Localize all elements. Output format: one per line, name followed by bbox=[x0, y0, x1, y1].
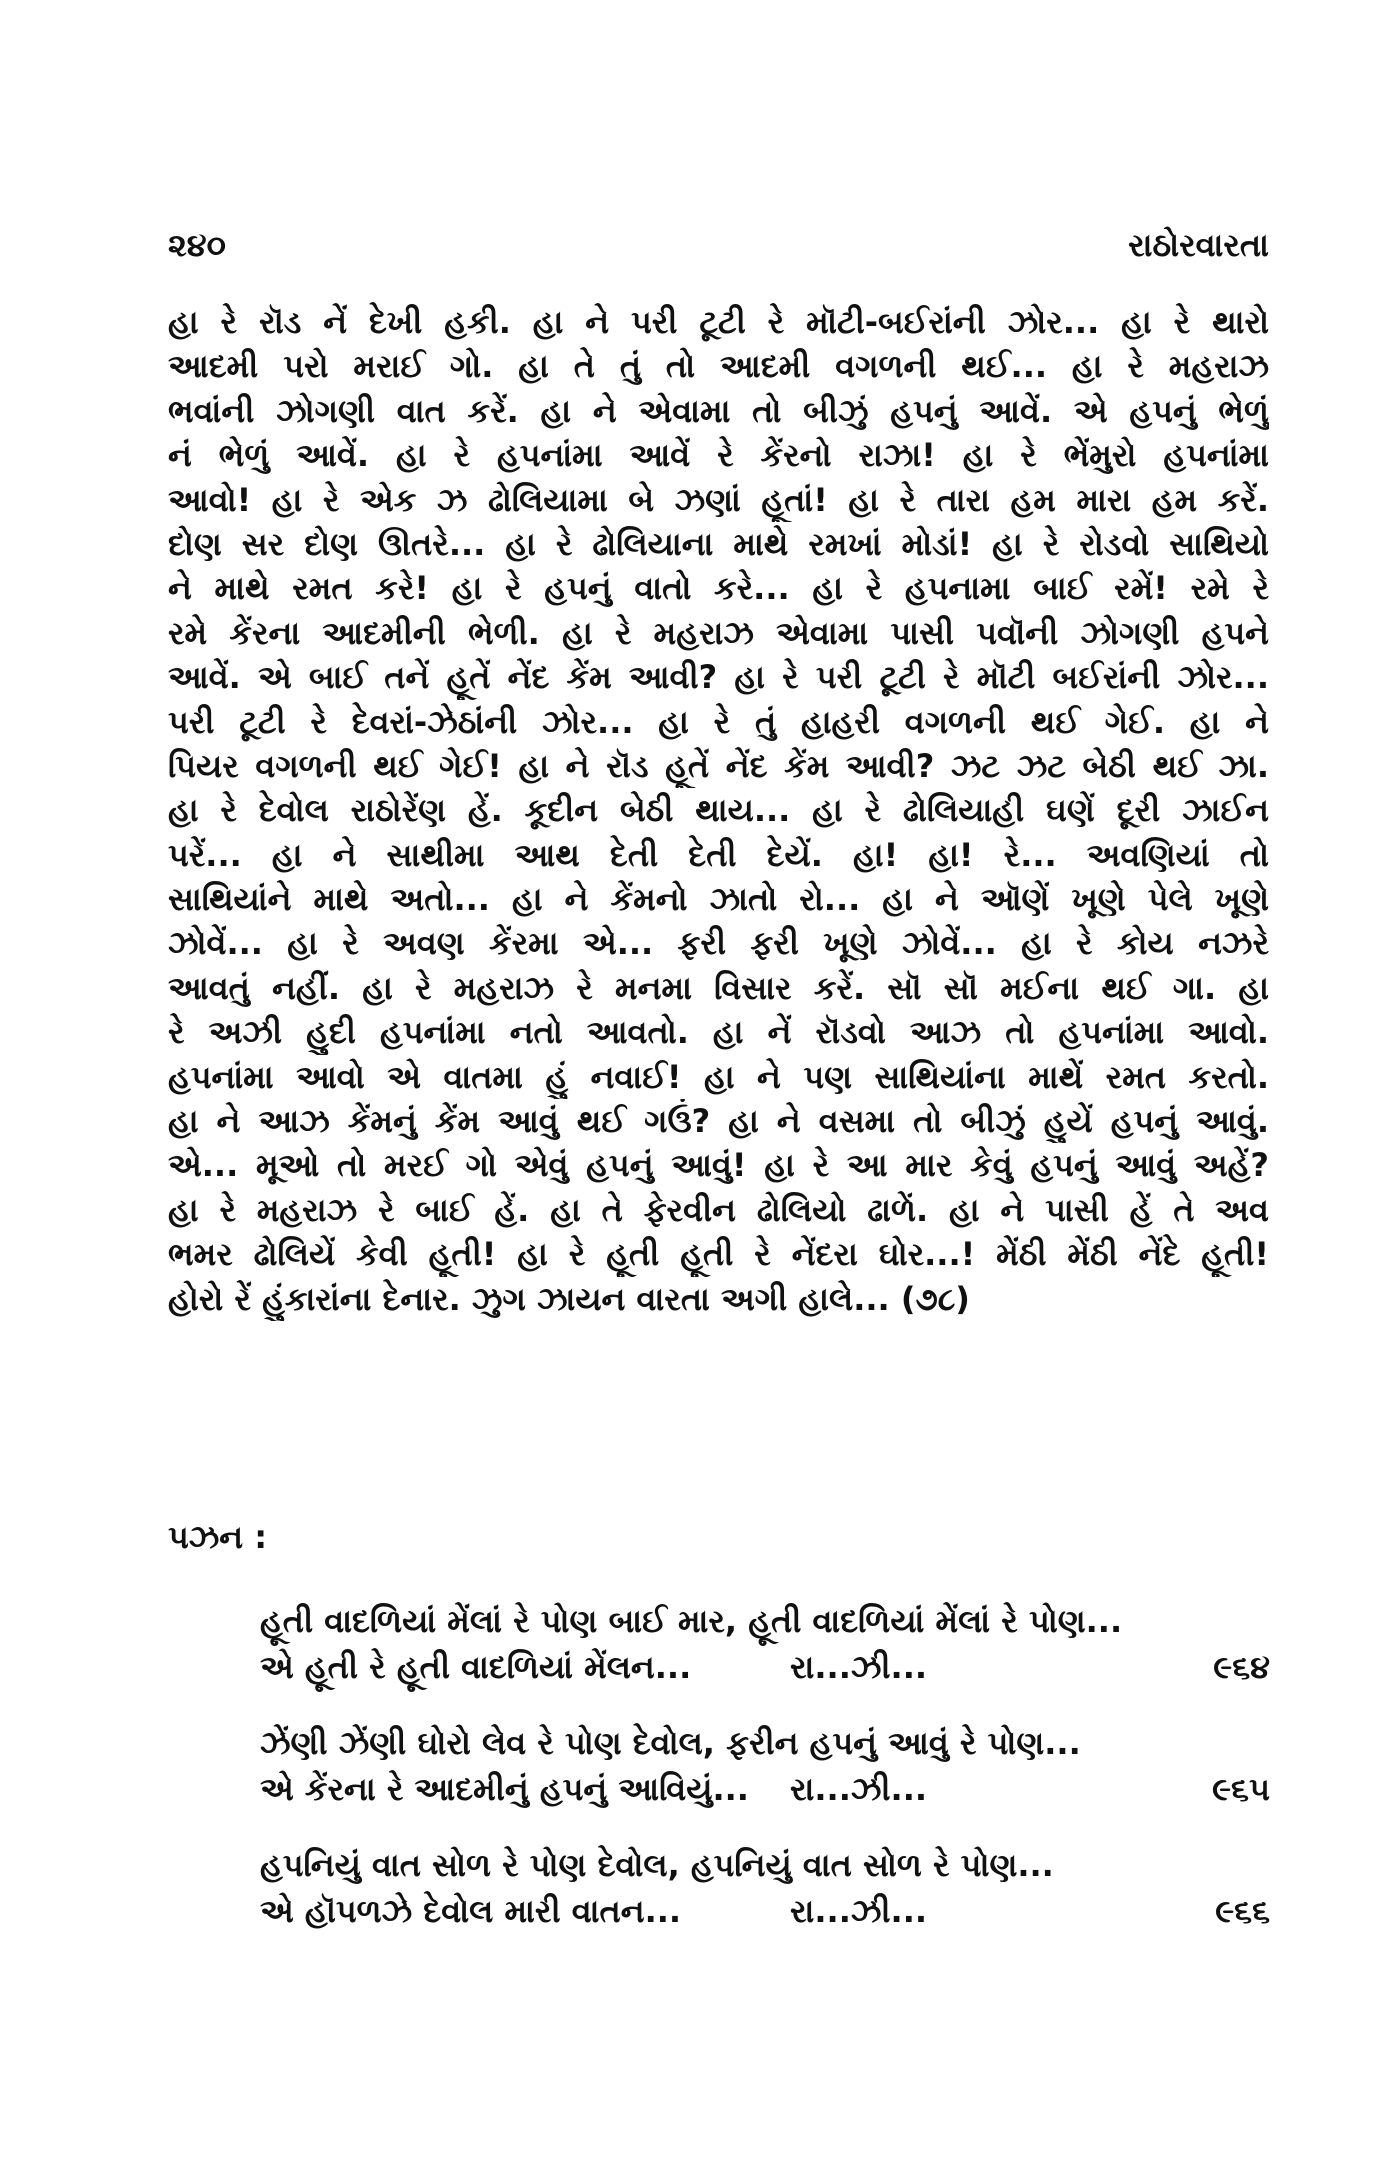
text-line: આવેં. એ બાઈ તનેં હૂતેં નેંદ કેંમ આવી? હા રે પરી ટૂટી રે મૉટી બઈરાંની ઝોર... bbox=[168, 658, 1269, 697]
verse-line-with-number bbox=[260, 1888, 1270, 1934]
text-line: ઝોવેં... હા રે અવણ કેંરમા એ... ફરી ફરી ખૂણે ઝોવેં... હા રે કોય નઝરે bbox=[168, 924, 1269, 963]
verse-line: હૂતી વાદળિયાં મેંલાં રે પોણ બાઈ માર, હૂતી વાદળિયાં મેંલાં રે પોણ... bbox=[260, 1602, 1123, 1640]
running-title: રાઠોરવારતા bbox=[1128, 226, 1269, 264]
verse-line-text: એ કેંરના રે આદમીનું હપનું આવિયું... bbox=[260, 1770, 749, 1808]
verse-line: હપનિયું વાત સોળ રે પોણ દેવોલ, હપનિયું વાત સોળ રે પોણ... bbox=[260, 1846, 1054, 1884]
verse-stanza bbox=[260, 1598, 1270, 1690]
verse-stanza bbox=[260, 1720, 1270, 1812]
page-number: ૨૪૦ bbox=[168, 226, 226, 264]
verse-line-with-number bbox=[260, 1766, 1270, 1812]
text-line: રે અઝી હુદી હપનાંમા નતો આવતો. હા નેં રૉડવો આઝ તો હપનાંમા આવો. bbox=[168, 1013, 1269, 1052]
text-line: સાથિયાંને માથે અતો... હા ને કેંમનો ઝાતો રો... હા ને ઑણેં ખૂણે પેલે ખૂણે bbox=[168, 880, 1269, 919]
text-line: પરેં... હા ને સાથીમા આથ દેતી દેતી દેયેં. હા! હા! રે... અવણિયાં તો bbox=[168, 835, 1269, 874]
verse-line-text: એ હૉપળઝે દેવોલ મારી વાતન... bbox=[260, 1892, 682, 1930]
text-line: પરી ટૂટી રે દેવરાં-ઝેઠાંની ઝોર... હા રે તું હાહરી વગળની થઈ ગેઈ. હા ને bbox=[168, 702, 1269, 741]
page-header bbox=[168, 226, 1269, 276]
text-line: હા રે રૉડ નેં દેખી હકી. હા ને પરી ટૂટી રે મૉટી-બઈરાંની ઝોર... હા રે થારો bbox=[168, 303, 1269, 341]
text-line: આવતું નહીં. હા રે મહરાઝ રે મનમા વિસાર કરેં. સૉ સૉ મઈના થઈ ગા. હા bbox=[168, 968, 1269, 1007]
verse-number: ૯૬૬ bbox=[1215, 1892, 1270, 1930]
verse-number: ૯૬૪ bbox=[1213, 1648, 1270, 1686]
verse-line: ઝેંણી ઝેંણી ઘોરો લેવ રે પોણ દેવોલ, ફરીન હપનું આવું રે પોણ... bbox=[260, 1724, 1081, 1762]
verse-stanza bbox=[260, 1842, 1270, 1934]
verse-line-text: એ હૂતી રે હૂતી વાદળિયાં મેંલન... bbox=[260, 1648, 692, 1686]
text-line: દોણ સર દોણ ઊતરે... હા રે ઢોલિયાના માથે રમખાં મોડાં! હા રે રોડવો સાથિયો bbox=[168, 524, 1269, 563]
verse-refrain: રા...ઝી... bbox=[790, 1770, 928, 1808]
verse-refrain: રા...ઝી... bbox=[790, 1648, 928, 1686]
story-paragraph bbox=[168, 300, 1269, 1321]
verse-number: ૯૬૫ bbox=[1212, 1770, 1270, 1808]
text-line: હા ને આઝ કેંમનું કેંમ આવું થઈ ગઉં? હા ને વસમા તો બીઝું હુયેં હપનું આવું. bbox=[168, 1102, 1269, 1141]
text-line: હા રે મહરાઝ રે બાઈ હેં. હા તે ફેરવીન ઢોલિયો ઢાળેં. હા ને પાસી હેં તે અવ bbox=[168, 1190, 1269, 1229]
text-line: ભમર ઢોલિયેં કેવી હૂતી! હા રે હૂતી હૂતી રે નેંદરા ઘોર...! મેંઠી મેંઠી નેંદે હૂતી! bbox=[168, 1235, 1269, 1274]
text-line: નં ભેળું આવેં. હા રે હપનાંમા આવેં રે કેંરનો રાઝા! હા રે ભેંમુરો હપનાંમા bbox=[168, 436, 1269, 475]
verse-refrain: રા...ઝી... bbox=[790, 1892, 928, 1930]
text-line: હપનાંમા આવો એ વાતમા હું નવાઈ! હા ને પણ સાથિયાંના માથેં રમત કરતો. bbox=[168, 1057, 1269, 1096]
text-line: આવો! હા રે એક ઝ ઢોલિયામા બે ઝણાં હૂતાં! હા રે તારા હમ મારા હમ કરેં. bbox=[168, 480, 1269, 519]
section-label: પઝન : bbox=[168, 1518, 268, 1556]
text-line: ને માથે રમત કરે! હા રે હપનું વાતો કરે... હા રે હપનામા બાઈ રમેં! રમે રે bbox=[168, 569, 1269, 608]
text-line: આદમી પરો મરાઈ ગો. હા તે તું તો આદમી વગળની થઈ... હા રે મહરાઝ bbox=[168, 347, 1269, 386]
text-line: હોરો રેં હુંકારાંના દેનાર. ઝુગ ઝાયન વારતા અગી હાલે... (૭૮) bbox=[168, 1279, 970, 1318]
text-line: એ... મૂઓ તો મરઈ ગો એવું હપનું આવું! હા રે આ માર કેવું હપનું આવું અહેં? bbox=[168, 1146, 1269, 1185]
text-line: હા રે દેવોલ રાઠોરેંણ હેં. કૂદીન બેઠી થાય... હા રે ઢોલિયાહી ઘણેં દૂરી ઝાઈન bbox=[168, 791, 1269, 830]
text-line: પિયર વગળની થઈ ગેઈ! હા ને રૉડ હૂતેં નેંદ કેંમ આવી? ઝટ ઝટ બેઠી થઈ ઝા. bbox=[168, 746, 1269, 785]
verse-line-with-number bbox=[260, 1644, 1270, 1690]
text-line: ભવાંની ઝોગણી વાત કરેં. હા ને એવામા તો બીઝું હપનું આવેં. એ હપનું ભેળું bbox=[168, 391, 1269, 430]
text-line: રમે કેંરના આદમીની ભેળી. હા રે મહરાઝ એવામા પાસી પવૉની ઝોગણી હપને bbox=[168, 613, 1269, 652]
